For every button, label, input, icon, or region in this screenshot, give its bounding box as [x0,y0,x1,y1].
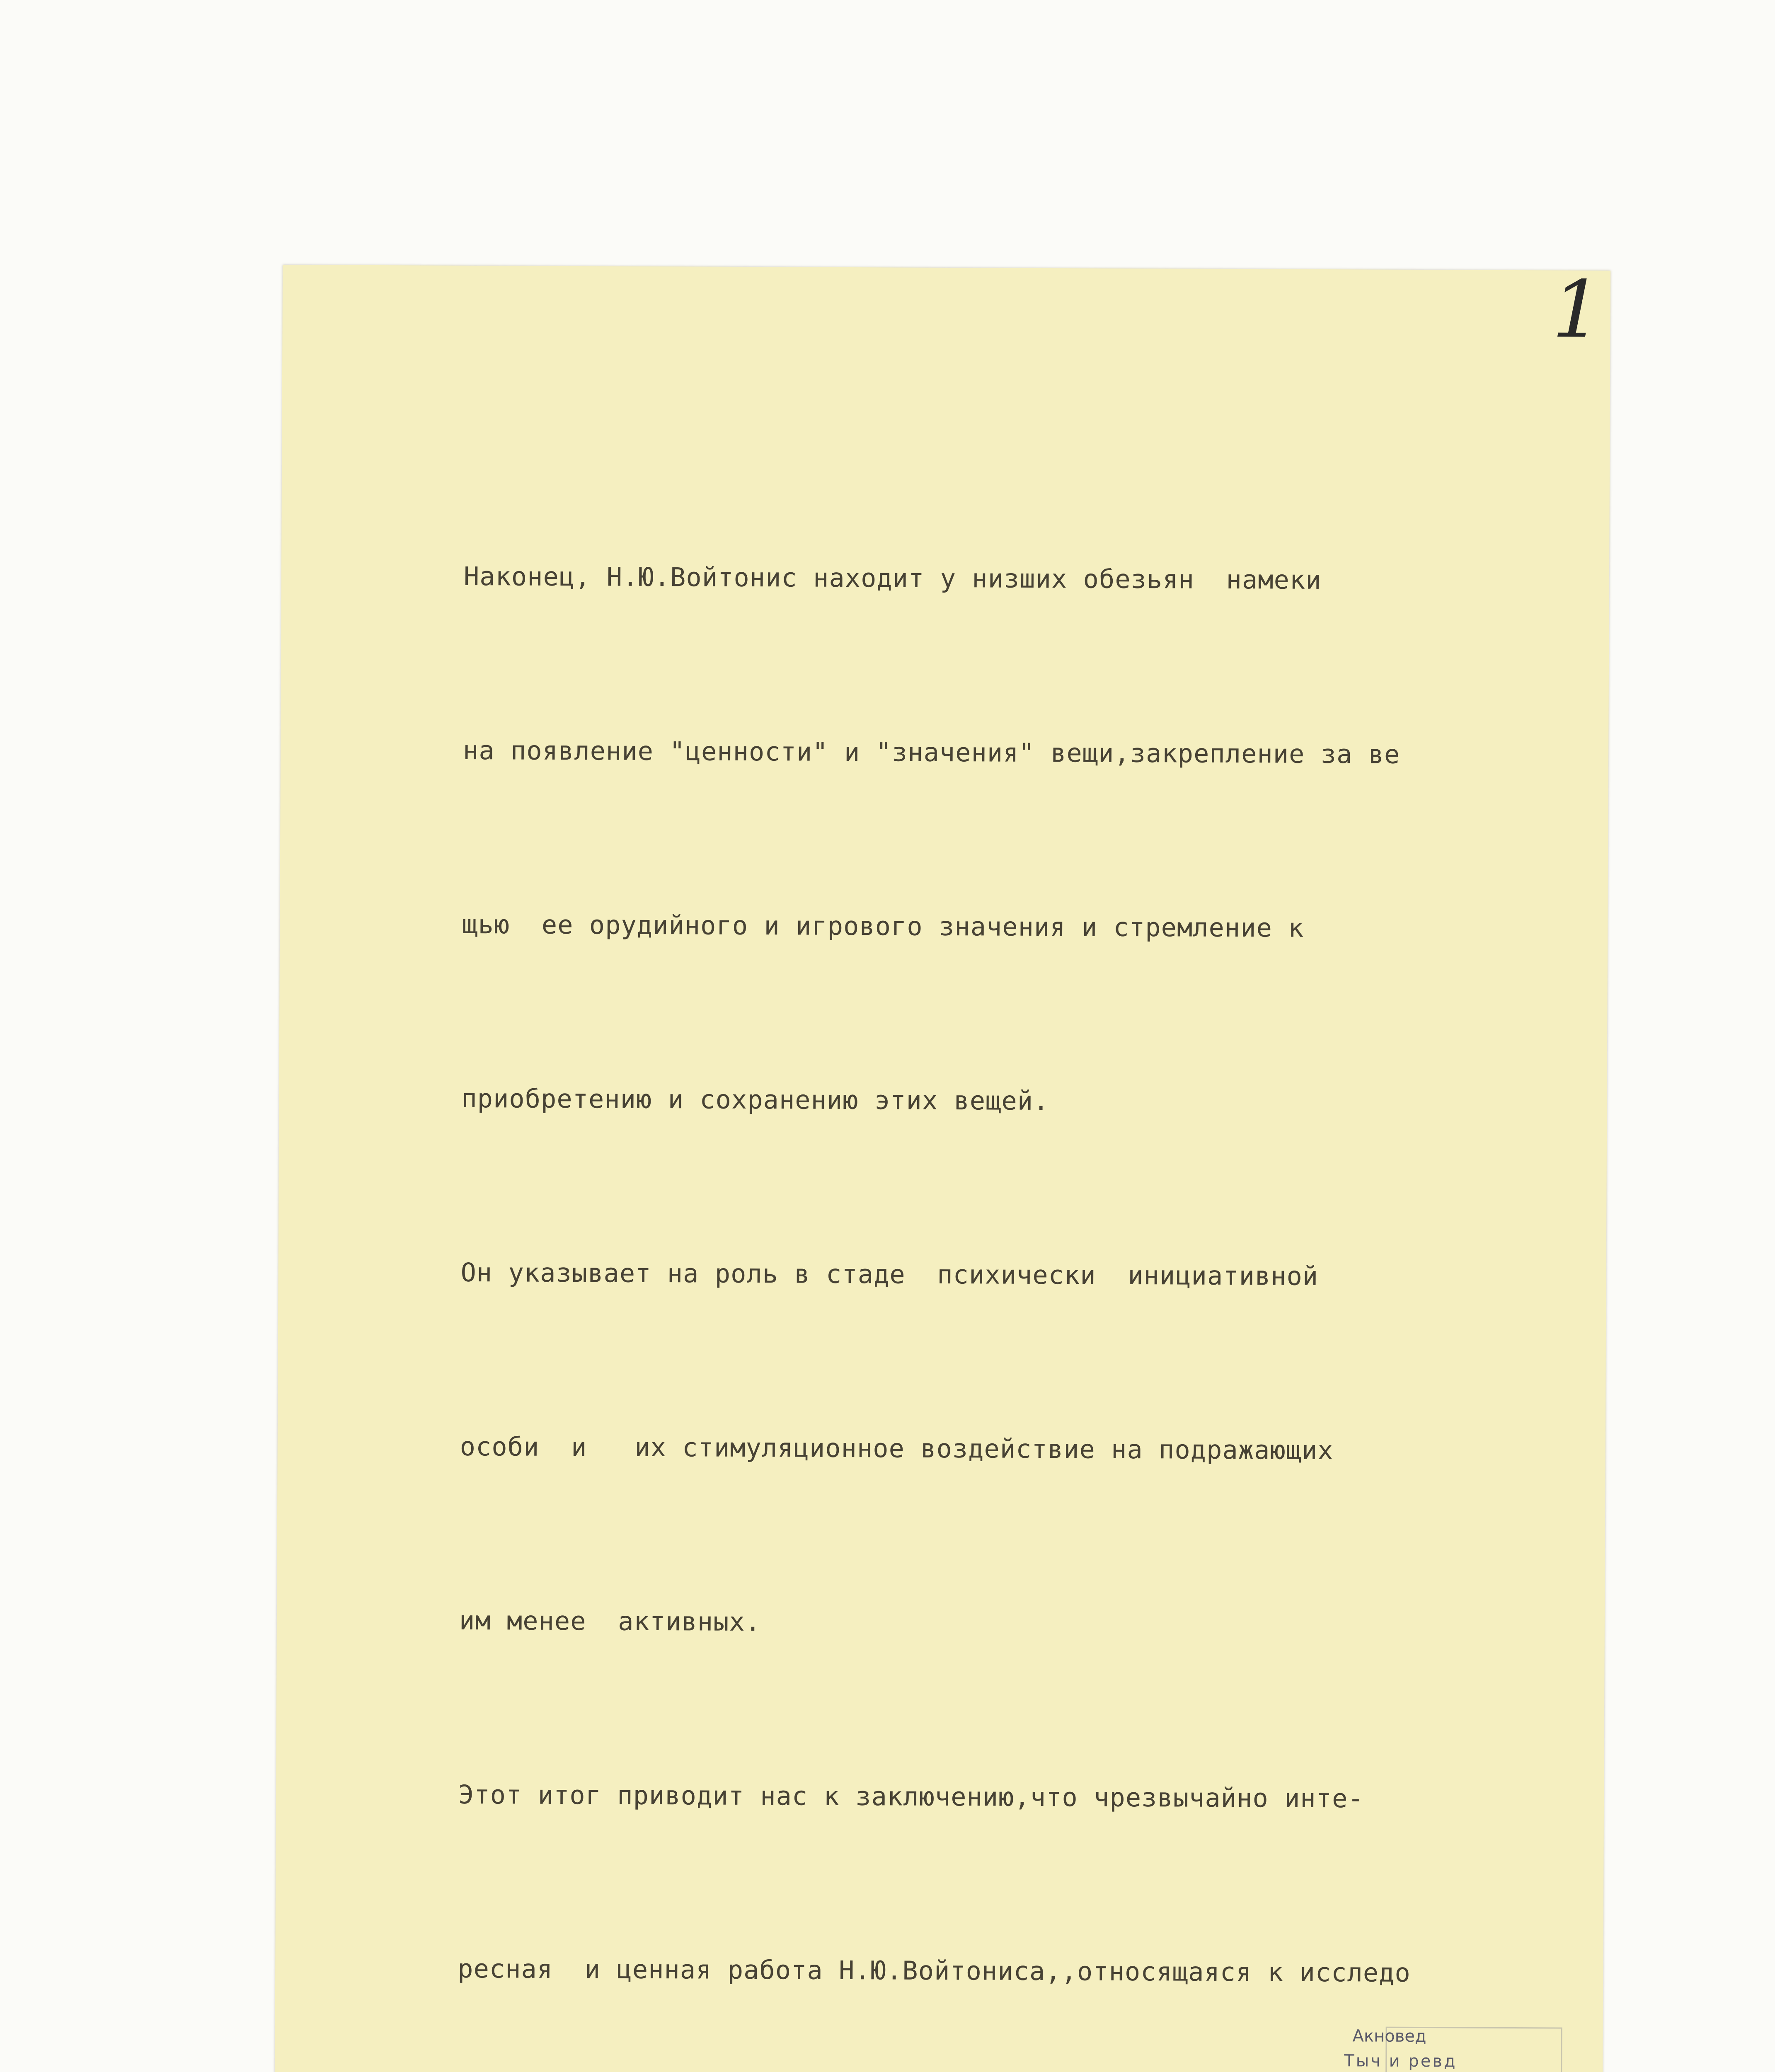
text-line-5: Он указывает на роль в стаде психически инициативной [460,1257,1319,1291]
text-line-2: на появление "ценности" и "значения" вещи,закрепление за ве [463,735,1400,770]
text-line-6: особи и их стимуляционное воздействие на подражающих [460,1431,1334,1466]
text-line-7: им менее активных. [459,1605,761,1637]
document-sheet [274,265,1610,2072]
text-line-1: Наконец, Н.Ю.Войтонис находит у низших обезьян намеки [463,561,1322,595]
archive-stamp [1340,2026,1585,2072]
typed-text-body [450,431,1600,2072]
page-number: 1 [1552,264,1603,356]
text-line-3: щью ее орудийного и игрового значения и стремление к [462,909,1304,943]
stamp-line-2: Тыч и ревд [1344,2051,1457,2071]
text-line-4: приобретению и сохранению этих вещей. [461,1083,1049,1116]
text-line-9: ресная и ценная работа Н.Ю.Войтониса,,относящаяся к исследо [458,1953,1411,1988]
text-line-8: Этот итог приводит нас к заключению,что чрезвычайно инте- [458,1779,1364,1814]
stamp-line-1: Акновед [1352,2026,1426,2046]
